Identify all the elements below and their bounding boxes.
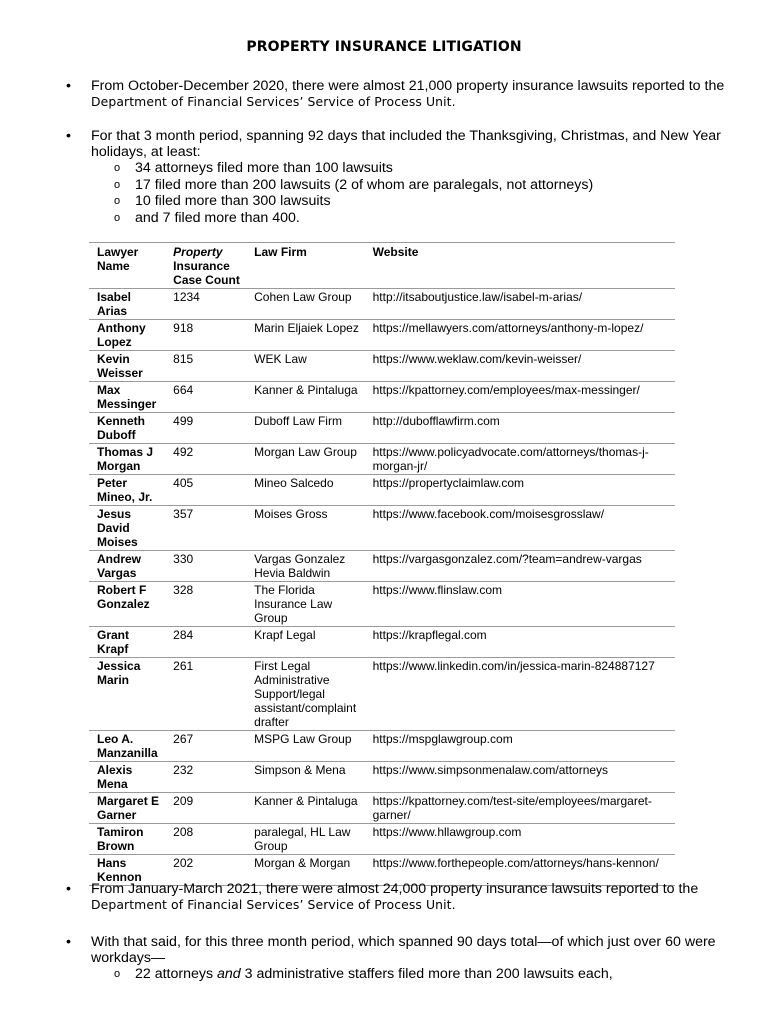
cell-lawyer-name: Peter Mineo, Jr. xyxy=(89,475,165,506)
cell-website: https://mspglawgroup.com xyxy=(365,731,675,762)
cell-lawyer-name: Robert F Gonzalez xyxy=(89,582,165,627)
bullet-text-line1: From January-March 2021, there were almost 24,000 property insurance lawsuits reported to the xyxy=(91,881,699,897)
cell-case-count: 357 xyxy=(165,506,246,551)
cell-case-count: 918 xyxy=(165,320,246,351)
cell-law-firm: WEK Law xyxy=(246,351,364,382)
cell-law-firm: Kanner & Pintaluga xyxy=(246,382,364,413)
cell-case-count: 330 xyxy=(165,551,246,582)
cell-case-count: 328 xyxy=(165,582,246,627)
cell-lawyer-name: Jesus David Moises xyxy=(89,506,165,551)
bullet-text-line2: Department of Financial Services’ Service of Process Unit. xyxy=(91,94,456,109)
table-row xyxy=(89,793,675,824)
bullet-text: With that said, for this three month period, which spanned 90 days total—of which just over 60 were workdays— xyxy=(91,934,716,966)
table-body xyxy=(89,289,675,886)
cell-lawyer-name: Anthony Lopez xyxy=(89,320,165,351)
cell-law-firm: Duboff Law Firm xyxy=(246,413,364,444)
sub-marker: o xyxy=(114,195,121,207)
sub-marker: o xyxy=(114,178,121,191)
cell-case-count: 261 xyxy=(165,658,246,731)
header-law-firm: Law Firm xyxy=(246,243,364,289)
bullet-jan-mar-2021 xyxy=(66,881,726,913)
cell-case-count: 1234 xyxy=(165,289,246,320)
header-case-count xyxy=(165,243,246,289)
cell-law-firm: Marin Eljaiek Lopez xyxy=(246,320,364,351)
cell-website: https://mellawyers.com/attorneys/anthony-m-lopez/ xyxy=(365,320,675,351)
cell-lawyer-name: Grant Krapf xyxy=(89,627,165,658)
cell-lawyer-name: Isabel Arias xyxy=(89,289,165,320)
cell-lawyer-name: Leo A. Manzanilla xyxy=(89,731,165,762)
bullet-text-line1: From October-December 2020, there were almost 21,000 property insurance lawsuits reported to the xyxy=(91,78,725,94)
sub-item xyxy=(66,193,726,210)
header-case-count-italic: Property xyxy=(173,245,223,259)
cell-law-firm: Moises Gross xyxy=(246,506,364,551)
cell-website: https://www.hllawgroup.com xyxy=(365,824,675,855)
table-row xyxy=(89,731,675,762)
sub-marker: o xyxy=(114,162,121,174)
cell-case-count: 209 xyxy=(165,793,246,824)
sub-item xyxy=(66,966,726,983)
cell-case-count: 267 xyxy=(165,731,246,762)
sub-marker: o xyxy=(114,968,121,980)
cell-lawyer-name: Jessica Marin xyxy=(89,658,165,731)
header-website: Website xyxy=(365,243,675,289)
table-row xyxy=(89,658,675,731)
cell-lawyer-name: Max Messinger xyxy=(89,382,165,413)
cell-website: https://propertyclaimlaw.com xyxy=(365,475,675,506)
cell-case-count: 492 xyxy=(165,444,246,475)
cell-case-count: 664 xyxy=(165,382,246,413)
cell-website: https://www.forthepeople.com/attorneys/hans-kennon/ xyxy=(365,855,675,886)
cell-lawyer-name: Hans Kennon xyxy=(89,855,165,886)
sub-item-text: 34 attorneys filed more than 100 lawsuits xyxy=(135,160,393,176)
cell-website: https://www.simpsonmenalaw.com/attorneys xyxy=(365,762,675,793)
cell-law-firm: Simpson & Mena xyxy=(246,762,364,793)
table-row xyxy=(89,824,675,855)
cell-website: https://www.linkedin.com/in/jessica-marin-824887127 xyxy=(365,658,675,731)
bullet-ninety-day-period xyxy=(66,934,726,983)
bullet-oct-dec-2020 xyxy=(66,78,726,110)
table-header-row xyxy=(89,243,675,289)
bullet-text-line2: Department of Financial Services’ Service of Process Unit. xyxy=(91,897,456,912)
table-row xyxy=(89,475,675,506)
cell-case-count: 202 xyxy=(165,855,246,886)
sub-item xyxy=(66,177,726,194)
bullet-marker: • xyxy=(66,881,71,897)
sub-item xyxy=(66,160,726,177)
cell-law-firm: Kanner & Pintaluga xyxy=(246,793,364,824)
cell-lawyer-name: Alexis Mena xyxy=(89,762,165,793)
cell-website: http://itsaboutjustice.law/isabel-m-arias/ xyxy=(365,289,675,320)
cell-website: https://www.weklaw.com/kevin-weisser/ xyxy=(365,351,675,382)
sub-item-text: 17 filed more than 200 lawsuits (2 of whom are paralegals, not attorneys) xyxy=(135,176,594,193)
table-row xyxy=(89,551,675,582)
cell-lawyer-name: Kenneth Duboff xyxy=(89,413,165,444)
cell-website: https://www.flinslaw.com xyxy=(365,582,675,627)
table-row xyxy=(89,627,675,658)
cell-case-count: 208 xyxy=(165,824,246,855)
cell-case-count: 232 xyxy=(165,762,246,793)
bullet-marker: • xyxy=(66,128,71,144)
litigation-table xyxy=(89,242,675,886)
bullet-text: For that 3 month period, spanning 92 days that included the Thanksgiving, Christmas, and New Year holidays, at least: xyxy=(91,128,721,160)
header-lawyer-name: Lawyer Name xyxy=(89,243,165,289)
cell-website: https://krapflegal.com xyxy=(365,627,675,658)
sub-item-text: and 7 filed more than 400. xyxy=(135,209,300,226)
bullet-marker: • xyxy=(66,78,71,94)
cell-website: https://www.facebook.com/moisesgrosslaw/ xyxy=(365,506,675,551)
cell-lawyer-name: Andrew Vargas xyxy=(89,551,165,582)
cell-law-firm: Morgan Law Group xyxy=(246,444,364,475)
page-title: PROPERTY INSURANCE LITIGATION xyxy=(246,39,522,55)
table-row xyxy=(89,351,675,382)
sub-item xyxy=(66,210,726,227)
table-row xyxy=(89,382,675,413)
cell-law-firm: paralegal, HL Law Group xyxy=(246,824,364,855)
sub-item-text-pre: 22 attorneys xyxy=(135,966,218,982)
cell-lawyer-name: Tamiron Brown xyxy=(89,824,165,855)
bullet-three-month-period xyxy=(66,128,726,226)
table-row xyxy=(89,289,675,320)
cell-website: https://kpattorney.com/employees/max-messinger/ xyxy=(365,382,675,413)
cell-website: https://www.policyadvocate.com/attorneys/thomas-j-morgan-jr/ xyxy=(365,444,675,475)
cell-law-firm: MSPG Law Group xyxy=(246,731,364,762)
sub-item-text-italic: and xyxy=(217,966,241,982)
cell-law-firm: Mineo Salcedo xyxy=(246,475,364,506)
table-row xyxy=(89,444,675,475)
cell-law-firm: Vargas Gonzalez Hevia Baldwin xyxy=(246,551,364,582)
cell-lawyer-name: Kevin Weisser xyxy=(89,351,165,382)
bullet-marker: • xyxy=(66,934,71,950)
table-row xyxy=(89,506,675,551)
cell-website: https://kpattorney.com/test-site/employees/margaret-garner/ xyxy=(365,793,675,824)
cell-lawyer-name: Thomas J Morgan xyxy=(89,444,165,475)
cell-law-firm: Cohen Law Group xyxy=(246,289,364,320)
cell-lawyer-name: Margaret E Garner xyxy=(89,793,165,824)
header-case-count-rest: Insurance Case Count xyxy=(173,259,240,287)
cell-case-count: 499 xyxy=(165,413,246,444)
sub-marker: o xyxy=(114,211,121,224)
cell-law-firm: First Legal Administrative Support/legal assistant/complaint drafter xyxy=(246,658,364,731)
cell-website: http://dubofflawfirm.com xyxy=(365,413,675,444)
table-row xyxy=(89,413,675,444)
table-row xyxy=(89,762,675,793)
cell-case-count: 405 xyxy=(165,475,246,506)
cell-law-firm: Krapf Legal xyxy=(246,627,364,658)
cell-law-firm: Morgan & Morgan xyxy=(246,855,364,886)
sub-item-text: 10 filed more than 300 lawsuits xyxy=(135,193,331,209)
cell-law-firm: The Florida Insurance Law Group xyxy=(246,582,364,627)
cell-case-count: 815 xyxy=(165,351,246,382)
cell-case-count: 284 xyxy=(165,627,246,658)
sub-item-text-post: 3 administrative staffers filed more than 200 lawsuits each, xyxy=(240,966,613,982)
sub-list xyxy=(66,160,726,226)
table-row xyxy=(89,320,675,351)
cell-website: https://vargasgonzalez.com/?team=andrew-vargas xyxy=(365,551,675,582)
table-row xyxy=(89,582,675,627)
